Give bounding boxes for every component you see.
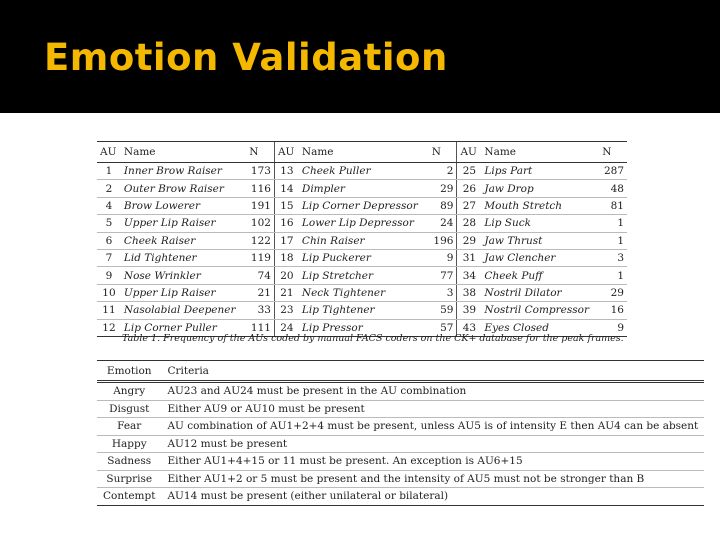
- table-row: [97, 382, 704, 401]
- table-row: [97, 180, 627, 197]
- au-code-cell: 6: [97, 232, 121, 249]
- emotion-cell: Sadness: [97, 453, 161, 471]
- au-count-cell: 29: [599, 284, 627, 301]
- criteria-header-row: [97, 361, 704, 382]
- au-code-cell: 14: [274, 180, 298, 197]
- au-count-cell: 3: [599, 249, 627, 266]
- au-name-cell: Jaw Thrust: [481, 232, 599, 249]
- au-name-cell: Upper Lip Raiser: [121, 215, 246, 232]
- n-header: N: [246, 142, 274, 163]
- table-row: [97, 267, 627, 284]
- emotion-criteria-table: [97, 360, 704, 506]
- au-code-cell: 2: [97, 180, 121, 197]
- au-count-cell: 33: [246, 302, 274, 319]
- au-header: AU: [274, 142, 298, 163]
- au-count-cell: 3: [429, 284, 457, 301]
- au-name-cell: Cheek Puller: [299, 163, 429, 180]
- au-name-cell: Lip Stretcher: [299, 267, 429, 284]
- au-name-cell: Brow Lowerer: [121, 197, 246, 214]
- emotion-cell: Disgust: [97, 400, 161, 418]
- n-header: N: [599, 142, 627, 163]
- au-count-cell: 57: [429, 319, 457, 336]
- au-code-cell: 9: [97, 267, 121, 284]
- au-code-cell: 5: [97, 215, 121, 232]
- table-row: [97, 488, 704, 506]
- au-frequency-table: [97, 141, 627, 337]
- name-header: Name: [121, 142, 246, 163]
- table-row: [97, 400, 704, 418]
- au-count-cell: 77: [429, 267, 457, 284]
- table-row: [97, 163, 627, 180]
- au-count-cell: 111: [246, 319, 274, 336]
- au-name-cell: Jaw Drop: [481, 180, 599, 197]
- emotion-cell: Surprise: [97, 470, 161, 488]
- au-code-cell: 27: [457, 197, 481, 214]
- au-name-cell: Eyes Closed: [481, 319, 599, 336]
- au-name-cell: Lip Suck: [481, 215, 599, 232]
- au-name-cell: Mouth Stretch: [481, 197, 599, 214]
- au-name-cell: Cheek Puff: [481, 267, 599, 284]
- au-name-cell: Lip Corner Depressor: [299, 197, 429, 214]
- au-code-cell: 43: [457, 319, 481, 336]
- au-count-cell: 24: [429, 215, 457, 232]
- au-name-cell: Neck Tightener: [299, 284, 429, 301]
- au-code-cell: 1: [97, 163, 121, 180]
- au-count-cell: 102: [246, 215, 274, 232]
- au-code-cell: 31: [457, 249, 481, 266]
- au-count-cell: 196: [429, 232, 457, 249]
- au-count-cell: 1: [599, 232, 627, 249]
- au-code-cell: 4: [97, 197, 121, 214]
- au-name-cell: Nostril Compressor: [481, 302, 599, 319]
- au-code-cell: 38: [457, 284, 481, 301]
- slide-title: Emotion Validation: [44, 36, 448, 79]
- table-row: [97, 470, 704, 488]
- au-code-cell: 20: [274, 267, 298, 284]
- au-code-cell: 11: [97, 302, 121, 319]
- au-name-cell: Jaw Clencher: [481, 249, 599, 266]
- emotion-cell: Contempt: [97, 488, 161, 506]
- table-row: [97, 284, 627, 301]
- au-count-cell: 287: [599, 163, 627, 180]
- au-code-cell: 16: [274, 215, 298, 232]
- au-code-cell: 29: [457, 232, 481, 249]
- au-count-cell: 9: [599, 319, 627, 336]
- au-code-cell: 13: [274, 163, 298, 180]
- au-name-cell: Nostril Dilator: [481, 284, 599, 301]
- au-name-cell: Cheek Raiser: [121, 232, 246, 249]
- au-name-cell: Nasolabial Deepener: [121, 302, 246, 319]
- table-row: [97, 197, 627, 214]
- n-header: N: [429, 142, 457, 163]
- au-code-cell: 39: [457, 302, 481, 319]
- au-name-cell: Dimpler: [299, 180, 429, 197]
- criteria-cell: AU combination of AU1+2+4 must be present, unless AU5 is of intensity E then AU4 can be absent: [161, 418, 704, 436]
- emotion-cell: Happy: [97, 435, 161, 453]
- au-code-cell: 28: [457, 215, 481, 232]
- au-header: AU: [97, 142, 121, 163]
- au-name-cell: Lip Tightener: [299, 302, 429, 319]
- table-row: [97, 302, 627, 319]
- au-count-cell: 16: [599, 302, 627, 319]
- criteria-cell: Either AU9 or AU10 must be present: [161, 400, 704, 418]
- au-name-cell: Lid Tightener: [121, 249, 246, 266]
- au-count-cell: 9: [429, 249, 457, 266]
- au-name-cell: Lips Part: [481, 163, 599, 180]
- criteria-cell: AU14 must be present (either unilateral or bilateral): [161, 488, 704, 506]
- au-count-cell: 59: [429, 302, 457, 319]
- table-row: [97, 435, 704, 453]
- au-count-cell: 173: [246, 163, 274, 180]
- au-name-cell: Nose Wrinkler: [121, 267, 246, 284]
- au-name-cell: Lip Corner Puller: [121, 319, 246, 336]
- table-row: [97, 215, 627, 232]
- emotion-cell: Fear: [97, 418, 161, 436]
- au-code-cell: 23: [274, 302, 298, 319]
- au-code-cell: 17: [274, 232, 298, 249]
- au-name-cell: Upper Lip Raiser: [121, 284, 246, 301]
- criteria-cell: Either AU1+2 or 5 must be present and the intensity of AU5 must not be stronger than B: [161, 470, 704, 488]
- criteria-cell: AU12 must be present: [161, 435, 704, 453]
- emotion-cell: Angry: [97, 382, 161, 401]
- au-code-cell: 24: [274, 319, 298, 336]
- au-name-cell: Chin Raiser: [299, 232, 429, 249]
- au-count-cell: 1: [599, 215, 627, 232]
- au-count-cell: 81: [599, 197, 627, 214]
- au-count-cell: 74: [246, 267, 274, 284]
- au-name-cell: Inner Brow Raiser: [121, 163, 246, 180]
- au-count-cell: 1: [599, 267, 627, 284]
- table-row: [97, 249, 627, 266]
- au-code-cell: 7: [97, 249, 121, 266]
- au-count-cell: 116: [246, 180, 274, 197]
- content-panel: [0, 113, 720, 540]
- criteria-header: Criteria: [161, 361, 704, 382]
- au-code-cell: 26: [457, 180, 481, 197]
- criteria-cell: Either AU1+4+15 or 11 must be present. An exception is AU6+15: [161, 453, 704, 471]
- name-header: Name: [481, 142, 599, 163]
- au-count-cell: 89: [429, 197, 457, 214]
- au-count-cell: 2: [429, 163, 457, 180]
- table-caption: Table 1. Frequency of the AUs coded by manual FACS coders on the CK+ database for the peak frames.: [122, 333, 624, 344]
- au-header: AU: [457, 142, 481, 163]
- au-count-cell: 119: [246, 249, 274, 266]
- au-code-cell: 25: [457, 163, 481, 180]
- emotion-header: Emotion: [97, 361, 161, 382]
- name-header: Name: [299, 142, 429, 163]
- au-name-cell: Lip Puckerer: [299, 249, 429, 266]
- table-row: [97, 418, 704, 436]
- au-name-cell: Lower Lip Depressor: [299, 215, 429, 232]
- au-count-cell: 21: [246, 284, 274, 301]
- au-count-cell: 191: [246, 197, 274, 214]
- au-table-header-row: [97, 142, 627, 163]
- au-code-cell: 34: [457, 267, 481, 284]
- au-name-cell: Outer Brow Raiser: [121, 180, 246, 197]
- au-code-cell: 18: [274, 249, 298, 266]
- au-code-cell: 15: [274, 197, 298, 214]
- table-row: [97, 453, 704, 471]
- au-code-cell: 21: [274, 284, 298, 301]
- au-count-cell: 122: [246, 232, 274, 249]
- au-count-cell: 48: [599, 180, 627, 197]
- au-code-cell: 12: [97, 319, 121, 336]
- au-code-cell: 10: [97, 284, 121, 301]
- table-row: [97, 232, 627, 249]
- criteria-cell: AU23 and AU24 must be present in the AU combination: [161, 382, 704, 401]
- au-count-cell: 29: [429, 180, 457, 197]
- au-name-cell: Lip Pressor: [299, 319, 429, 336]
